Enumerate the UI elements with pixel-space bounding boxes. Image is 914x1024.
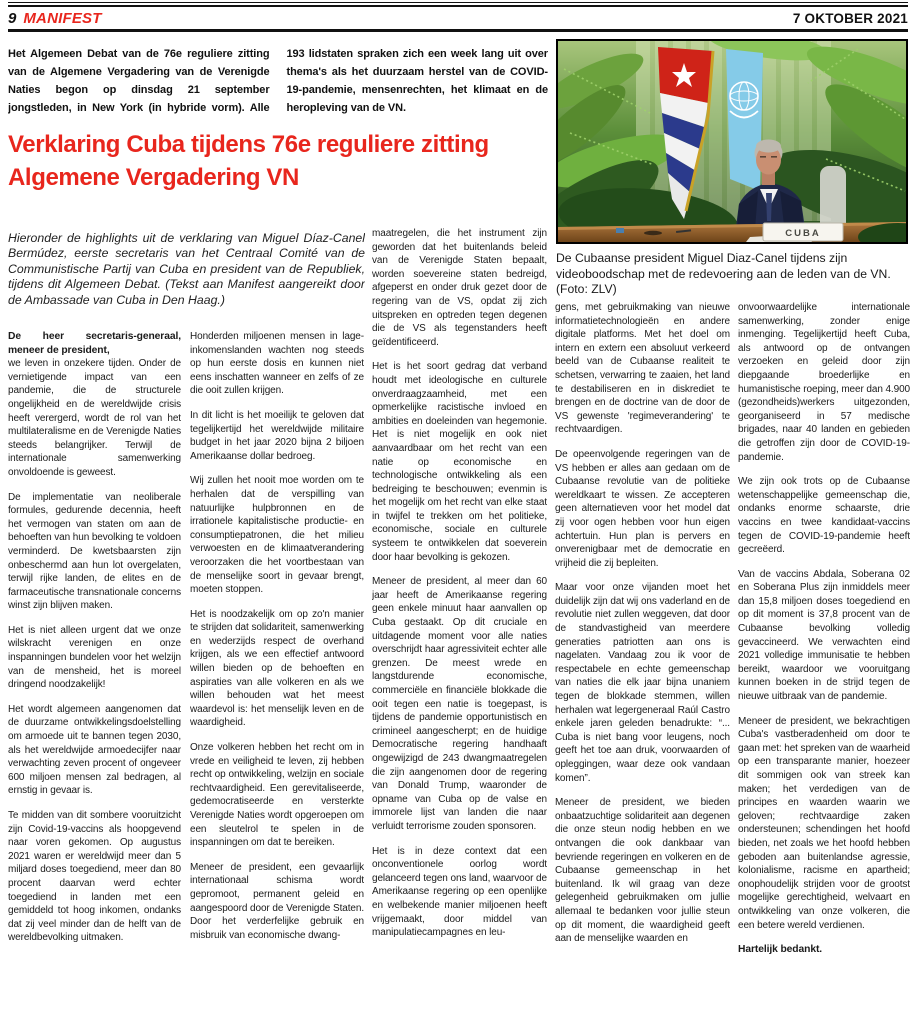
paragraph-list (372, 227, 547, 940)
article-paragraph: Van de vaccins Abdala, Soberana 02 en Soberana Plus zijn inmiddels meer dan 15,8 miljoen doses toegediend en op dit moment is 37,8 procent van de Cubaanse bevolking volledig gevaccineerd. We verwachten eind 2021 volledige immunisatie te hebben bereikt, waardoor we vooruitgang kunnen boeken in de strijd tegen de nieuwe uitbraak van de pandemie. (738, 568, 910, 703)
article-salutation: De heer secretaris-generaal, meneer de president, (8, 331, 181, 356)
article-paragraph: Wij zullen het nooit moe worden om te herhalen dat de verspilling van natuurlijke hulpbronnen en de irrationele kapitalistische productie- en consumptiepatronen, die het milieu verwoesten en de klimaatverandering veroorzaken die het voortbestaan van de menselijke soort in gevaar brengt, moeten stoppen. (190, 475, 364, 596)
article-column-1 (8, 330, 181, 1020)
article-paragraph: gens, met gebruikmaking van nieuwe informatietechnologieën en andere digitale platforms. Met het doel om intern en extern een absoluut verkeerd beeld van de Cubaanse realiteit te schetsen, verwarring te zaaien, het land te destabiliseren en in diskrediet te brengen en de doctrine van de door de VS gewenste 'regimeverandering' te rechtvaardigen. (555, 302, 730, 436)
country-nameplate (763, 223, 843, 241)
article-paragraph: We zijn ook trots op de Cubaanse wetenschappelijke gemeenschap die, ondanks enorme schaarste, drie vaccins en twee kandidaat-vaccins tegen de COVID-19-pandemie heeft gecreëerd. (738, 476, 910, 556)
header-rule (8, 29, 908, 32)
article-column-2 (190, 330, 364, 1020)
article-figure (556, 39, 908, 298)
article-paragraph: we leven in onzekere tijden. Onder de vernietigende impact van een pandemie, die de structurele ongelijkheid en de wereldwijde crisis heeft verergerd, wordt de rol van het multilateralisme en de Verenigde Naties steeds belangrijker. Terwijl de internationale samenwerking onvoldoende is geweest. (8, 358, 181, 478)
un-flag (726, 49, 763, 191)
paragraph-list (190, 330, 364, 942)
paragraph-list (8, 357, 181, 945)
article-paragraph: Meneer de president, een gevaarlijk internationaal schisma wordt gepromoot, permanent geleid en aangespoord door de Verenigde Staten. Door het verderfelijke gebruik en misbruik van economische dwang- (190, 861, 364, 941)
article-standfirst: Hieronder de highlights uit de verklaring van Miguel Díaz-Canel Bermúdez, eerste secretaris van het Centraal Comité van de Communistische Partij van Cuba en president van de Republiek, tijdens dit Algemeen Debat. (Tekst aan Manifest aangereikt door de Ambassade van Cuba in Den Haag.) (8, 231, 365, 307)
issue-date: 7 OKTOBER 2021 (792, 10, 908, 26)
article-paragraph: In dit licht is het moeilijk te geloven dat tegelijkertijd het wereldwijde militaire budget in het jaar 2020 bijna 2 biljoen Amerikaanse dollar bedroeg. (190, 409, 364, 462)
article-paragraph: Te midden van dit sombere vooruitzicht zijn Covid-19-vaccins als hoopgevend naar voren gekomen. Op augustus 2021 waren er wereldwijd meer dan 5 miljard doses toegediend, meer dan 80 procent daarvan werd echter toegediend in landen met een gemiddeld tot hoog inkomen, ondanks dat zij veel minder dan de helft van de wereldbevolking uitmaken. (8, 810, 181, 944)
article-paragraph: Meneer de president, al meer dan 60 jaar heeft de Amerikaanse regering geen enkele minuut haar aanvallen op Cuba gestaakt. Op dit cruciale en uitdagende moment voor alle naties overschrijdt haar agressiviteit echter alle grenzen. De meest wrede en langstdurende economische, commerciële en financiële blokkade die ooit tegen een natie is toegepast, is tijdens de pandemie opportunistisch en crimineel aangescherpt; en de huidige Democratische regering handhaaft ongewijzigd de 243 dwangmaatregelen die zijn aangenomen door de regering van Donald Trump, waaronder de opname van Cuba op de valse en immorele lijst van landen die naar verluidt terrorisme zouden sponsoren. (372, 576, 547, 832)
paragraph-list (738, 301, 910, 932)
page-number: 9 (8, 9, 17, 27)
article-paragraph: De implementatie van neoliberale formules, gedurende decennia, heeft het vermogen van staten om aan de behoeften van hun bevolking te voldoen verminderd. De kwetsbaarsten zijn onbeschermd aan hun lot overgelaten, terwijl rijke landen, de elites en de farmaceutische transnationale concerns winst zijn blijven maken. (8, 491, 181, 612)
article-paragraph: onvoorwaardelijke internationale samenwerking, zonder enige inmenging. Tegelijkertijd heeft Cuba, als antwoord op de ontvangen verzoeken en geleid door zijn diepgaande broederlijke en humanistische roeping, meer dan 4.900 (gezondheids)werkers uitgezonden, georganiseerd in 57 medische brigades, naar 40 landen en gebieden die getroffen zijn door de COVID-19-pandemie. (738, 302, 910, 463)
article-paragraph: Het is in deze context dat een onconventionele oorlog wordt gelanceerd tegen ons land, waarvoor de Amerikaanse regering op een openlijke en welbekende manier miljoenen heeft vrijgemaakt, door middel van manipulatiecampagnes en leu- (372, 845, 547, 939)
article-paragraph: Honderden miljoenen mensen in lage-inkomenslanden wachten nog steeds op hun eerste dosis en kunnen niet eens inschatten wanneer en zelfs of ze die ooit zullen krijgen. (190, 331, 364, 397)
article-paragraph: Het is noodzakelijk om op zo'n manier te strijden dat solidariteit, samenwerking en wederzijds respect de overhand krijgen, als we een effectief antwoord willen bieden op de behoeften en aspiraties van alle volkeren en als we willen behouden wat het meest waardevol is: het menselijk leven en de waardigheid. (190, 608, 364, 729)
article-paragraph: Het is het soort gedrag dat verband houdt met ideologische en culturele onverdraagzaamheid, met een opmerkelijke racistische invloed en ambities en doeleinden van hegemonie. Het is niet mogelijk en ook niet aanvaardbaar om het recht van een natie op economische en technologische ontwikkeling als een bedreiging te beschouwen; evenmin is het mogelijk om het recht van elke staat in twijfel te trekken om het politieke, economische, sociale en culturele systeem te ontwikkelen dat soeverein door haar bevolking is gekozen. (372, 361, 547, 563)
photo-illustration (558, 41, 906, 242)
article-column-4 (555, 301, 730, 1020)
article-column-3 (372, 227, 547, 1020)
article-paragraph: Maar voor onze vijanden moet het duidelijk zijn dat wij ons vaderland en de revolutie niet zullen weggeven, dat door de standvastigheid van meerdere generaties patriotten aan ons is nagelaten. Vandaag zou ik voor de respectabele en echte gemeenschap van naties die elk jaar bijna unaniem tegen de blokkade stemmen, willen herhalen wat legergeneraal Raúl Castro enkele jaren geleden benadrukte: “... Cuba is niet bang voor leugens, noch geeft het toe aan druk, voorwaarden of opleggingen, waar deze ook vandaan komen”. (555, 582, 730, 784)
masthead-logo: MANIFEST (23, 9, 102, 27)
article-paragraph: Het is niet alleen urgent dat we onze wilskracht verenigen en onze inspanningen bundelen voor het welzijn van de mensheid, het is moreel dringend noodzakelijk! (8, 624, 181, 691)
article-paragraph: maatregelen, die het instrument zijn geworden dat het buitenlands beleid van de Verenigde Staten bepaalt, worden soevereine staten bedreigd, afgeperst en onder druk gezet door de regering van de VS, opdat zij zich uitspreken en optreden tegen degenen die de VS als tegenstanders heeft geïdentificeerd. (372, 228, 547, 348)
photo-caption: De Cubaanse president Miguel Diaz-Canel tijdens zijn videoboodschap met de redevoering aan de leden van de VN. (Foto: ZLV) (556, 251, 891, 296)
article-closing: Hartelijk bedankt. (738, 944, 823, 956)
top-rule-thin (8, 2, 908, 3)
article-lede: Het Algemeen Debat van de 76e reguliere zitting van de Algemene Vergadering van de Verenigde Naties begon op dinsdag 21 september jongstleden, in New York (in hybride vorm). Alle 193 lidstaten spraken zich een week lang uit over thema's als het duurzaam herstel van de COVID-19-pandemie, mensenrechten, het klimaat en de heropleving van de VN. (8, 48, 548, 114)
article-paragraph: Meneer de president, we bieden onbaatzuchtige solidariteit aan degenen die onze steun nodig hebben en we ontvangen die ook dankbaar van bevriende regeringen en volkeren en de Cubaanse gemeenschap in het buitenland. Ik wil graag van deze gelegenheid gebruikmaken om jullie allemaal te bedanken voor jullie steun op dit moment, die waardigheid geeft aan de menselijke waarden en (555, 797, 730, 945)
photo-diaz-canel (556, 39, 908, 244)
article-paragraph: Meneer de president, we bekrachtigen Cuba's vastberadenheid om door te gaan met: het spreken van de waarheid op een transparante manier, hoezeer dit sommigen ook van streek kan maken; het verdedigen van de principes en waarden waarin we geloven; rechtvaardige zaken ondersteunen; schendingen het hoofd bieden, net zoals we het hoofd hebben geboden aan buitenlandse agressie, kolonialisme, racisme en apartheid; onophoudelijk strijden voor de grootst mogelijke gerechtigheid, welvaart en ontwikkeling van onze volkeren, die een betere wereld verdienen. (738, 715, 910, 931)
paragraph-list (555, 301, 730, 946)
article-column-5 (738, 301, 910, 1020)
article-paragraph: Onze volkeren hebben het recht om in vrede en veiligheid te leven, zij hebben recht op ontwikkeling, welzijn en sociale rechtvaardigheid. Een gerevitaliseerde, gedemocratiseerde en versterkte Verenigde Naties wordt opgeroepen om een sleutelrol te spelen in de inspanningen om dat te bereiken. (190, 742, 364, 849)
nameplate-text: CUBA (785, 228, 821, 239)
page-header (8, 8, 908, 28)
article-paragraph: Het wordt algemeen aangenomen dat de duurzame ontwikkelingsdoelstelling om armoede uit te bannen tegen 2030, als het wereldwijde armoedecijfer naar verwachting zeven procent of ongeveer 600 miljoen mensen zal bedragen, al ernstig in gevaar is. (8, 703, 181, 797)
article-headline: Verklaring Cuba tijdens 76e reguliere zitting Algemene Vergadering VN (8, 131, 489, 191)
top-rule-thick (8, 5, 908, 7)
article-paragraph: De opeenvolgende regeringen van de VS hebben er alles aan gedaan om de Cubaanse revolutie van de politieke wereldkaart te wissen. Ze accepteren geen alternatieven voor het model dat zij voor ogen hebben voor hun eigen achtertuin. Hun plan is pervers en onverenigbaar met de democratie en vrijheid die zij bepleiten. (555, 448, 730, 569)
